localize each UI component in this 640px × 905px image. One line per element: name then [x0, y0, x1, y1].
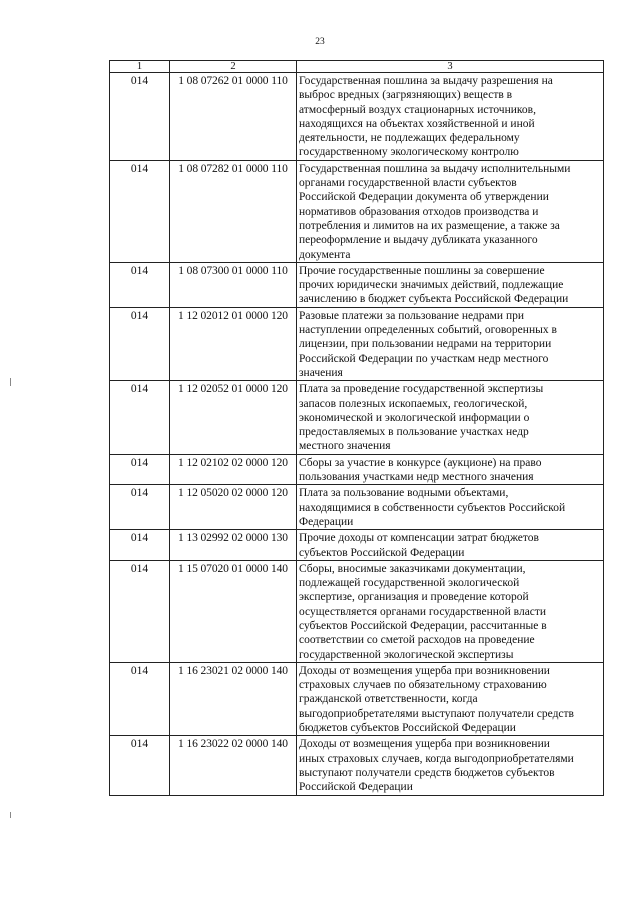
description-line: пользования участками недр местного значения [299, 471, 534, 484]
description-line: осуществляется органами государственной власти [299, 605, 547, 618]
admin-code-cell: 014 [110, 736, 170, 795]
description-line: Доходы от возмещения ущерба при возникновении [299, 738, 550, 751]
budget-classification-code-cell: 1 12 02052 01 0000 120 [170, 381, 297, 454]
description-line: Прочие доходы от компенсации затрат бюджетов [299, 532, 539, 545]
description-line: атмосферный воздух стационарных источников, [299, 103, 536, 116]
budget-classification-code-cell: 1 08 07300 01 0000 110 [170, 262, 297, 307]
description-line: Разовые платежи за пользование недрами при [299, 309, 524, 322]
description-line: нормативов образования отходов производства и [299, 205, 539, 218]
budget-classification-code-cell: 1 15 07020 01 0000 140 [170, 560, 297, 662]
description-line: Государственная пошлина за выдачу разрешения на [299, 75, 553, 87]
revenue-description-cell [297, 73, 604, 161]
budget-classification-code-cell: 1 12 02012 01 0000 120 [170, 307, 297, 380]
budget-classification-code-cell: 1 12 02102 02 0000 120 [170, 454, 297, 485]
admin-code-cell: 014 [110, 454, 170, 485]
admin-code-cell: 014 [110, 160, 170, 262]
description-line: Российской Федерации по участкам недр местного [299, 352, 549, 365]
description-line: бюджетов субъектов Российской Федерации [299, 722, 516, 735]
admin-code-cell: 014 [110, 381, 170, 454]
description-line: органами государственной власти субъектов [299, 177, 517, 190]
table-row [110, 160, 604, 262]
table-row [110, 485, 604, 530]
table-row [110, 454, 604, 485]
description-line: страховых случаев по обязательному страхованию [299, 679, 547, 692]
table-row [110, 560, 604, 662]
description-line: экономической и экологической информации о [299, 411, 530, 424]
description-line: наступлении определенных событий, оговоренных в [299, 324, 557, 337]
description-line: зачислению в бюджет субъекта Российской Федерации [299, 293, 569, 306]
description-line: государственному экологическому контролю [299, 146, 519, 159]
description-line: находящихся на объектах хозяйственной и иной [299, 117, 535, 130]
description-line: Федерации [299, 515, 354, 528]
description-line: Прочие государственные пошлины за совершение [299, 264, 545, 277]
description-line: соответствии со сметой расходов на проведение [299, 634, 535, 647]
revenue-description-cell [297, 485, 604, 530]
admin-code-cell: 014 [110, 307, 170, 380]
description-line: подлежащей государственной экологической [299, 577, 520, 590]
description-line: потребления и лимитов на их размещение, а также за [299, 219, 560, 232]
description-line: предоставляемых в пользование участках недр [299, 426, 529, 439]
table-row [110, 381, 604, 454]
description-line: выступают получатели средств бюджетов субъектов [299, 766, 555, 779]
description-line: значения [299, 366, 343, 379]
table-row [110, 262, 604, 307]
revenue-description-cell [297, 454, 604, 485]
description-line: Российской Федерации документа об утверждении [299, 191, 549, 204]
description-line: иных страховых случаев, когда выгодоприобретателями [299, 752, 574, 765]
revenue-codes-table [109, 60, 604, 796]
revenue-description-cell [297, 160, 604, 262]
revenue-description-cell [297, 530, 604, 561]
admin-code-cell: 014 [110, 662, 170, 735]
description-line: государственной экологической экспертизы [299, 648, 514, 661]
description-line: Доходы от возмещения ущерба при возникновении [299, 664, 550, 677]
description-line: запасов полезных ископаемых, геологической, [299, 397, 528, 410]
admin-code-cell: 014 [110, 262, 170, 307]
table-header-row [110, 61, 604, 73]
description-line: документа [299, 248, 351, 261]
description-line: местного значения [299, 440, 391, 453]
revenue-description-cell [297, 560, 604, 662]
description-line: субъектов Российской Федерации, рассчитанные в [299, 619, 547, 632]
table-row [110, 307, 604, 380]
description-line: деятельности, не подлежащих федеральному [299, 132, 520, 145]
scan-margin-mark [10, 812, 11, 818]
scan-margin-mark [10, 378, 11, 386]
description-line: экспертизе, организация и проведение которой [299, 591, 529, 604]
column-header: 1 [110, 61, 170, 73]
admin-code-cell: 014 [110, 560, 170, 662]
description-line: Сборы, вносимые заказчиками документации, [299, 562, 526, 575]
description-line: Плата за проведение государственной экспертизы [299, 383, 544, 396]
table-row [110, 73, 604, 161]
admin-code-cell: 014 [110, 73, 170, 161]
description-line: переоформление и выдачу дубликата указанного [299, 234, 538, 247]
description-line: субъектов Российской Федерации [299, 546, 465, 559]
description-line: Сборы за участие в конкурсе (аукционе) на право [299, 456, 542, 469]
table-row [110, 736, 604, 795]
budget-classification-code-cell: 1 12 05020 02 0000 120 [170, 485, 297, 530]
budget-classification-code-cell: 1 16 23022 02 0000 140 [170, 736, 297, 795]
page-number: 23 [315, 37, 325, 47]
revenue-description-cell [297, 662, 604, 735]
revenue-description-cell [297, 736, 604, 795]
table-row [110, 530, 604, 561]
admin-code-cell: 014 [110, 530, 170, 561]
revenue-description-cell [297, 262, 604, 307]
description-line: выброс вредных (загрязняющих) веществ в [299, 89, 513, 102]
column-header: 3 [297, 61, 604, 73]
budget-classification-code-cell: 1 13 02992 02 0000 130 [170, 530, 297, 561]
admin-code-cell: 014 [110, 485, 170, 530]
description-line: лицензии, при пользовании недрами на территории [299, 338, 552, 351]
description-line: прочих юридически значимых действий, подлежащие [299, 279, 564, 292]
table-row [110, 662, 604, 735]
description-line: Российской Федерации [299, 781, 413, 794]
description-line: гражданской ответственности, когда [299, 693, 478, 706]
budget-classification-code-cell: 1 08 07282 01 0000 110 [170, 160, 297, 262]
description-line: выгодоприобретателями выступают получатели средств [299, 707, 574, 720]
revenue-description-cell [297, 307, 604, 380]
budget-classification-code-cell: 1 16 23021 02 0000 140 [170, 662, 297, 735]
budget-classification-code-cell: 1 08 07262 01 0000 110 [170, 73, 297, 161]
description-line: Государственная пошлина за выдачу исполнительными [299, 162, 571, 175]
column-header: 2 [170, 61, 297, 73]
description-line: находящимися в собственности субъектов Российской [299, 501, 566, 514]
description-line: Плата за пользование водными объектами, [299, 487, 509, 500]
revenue-description-cell [297, 381, 604, 454]
